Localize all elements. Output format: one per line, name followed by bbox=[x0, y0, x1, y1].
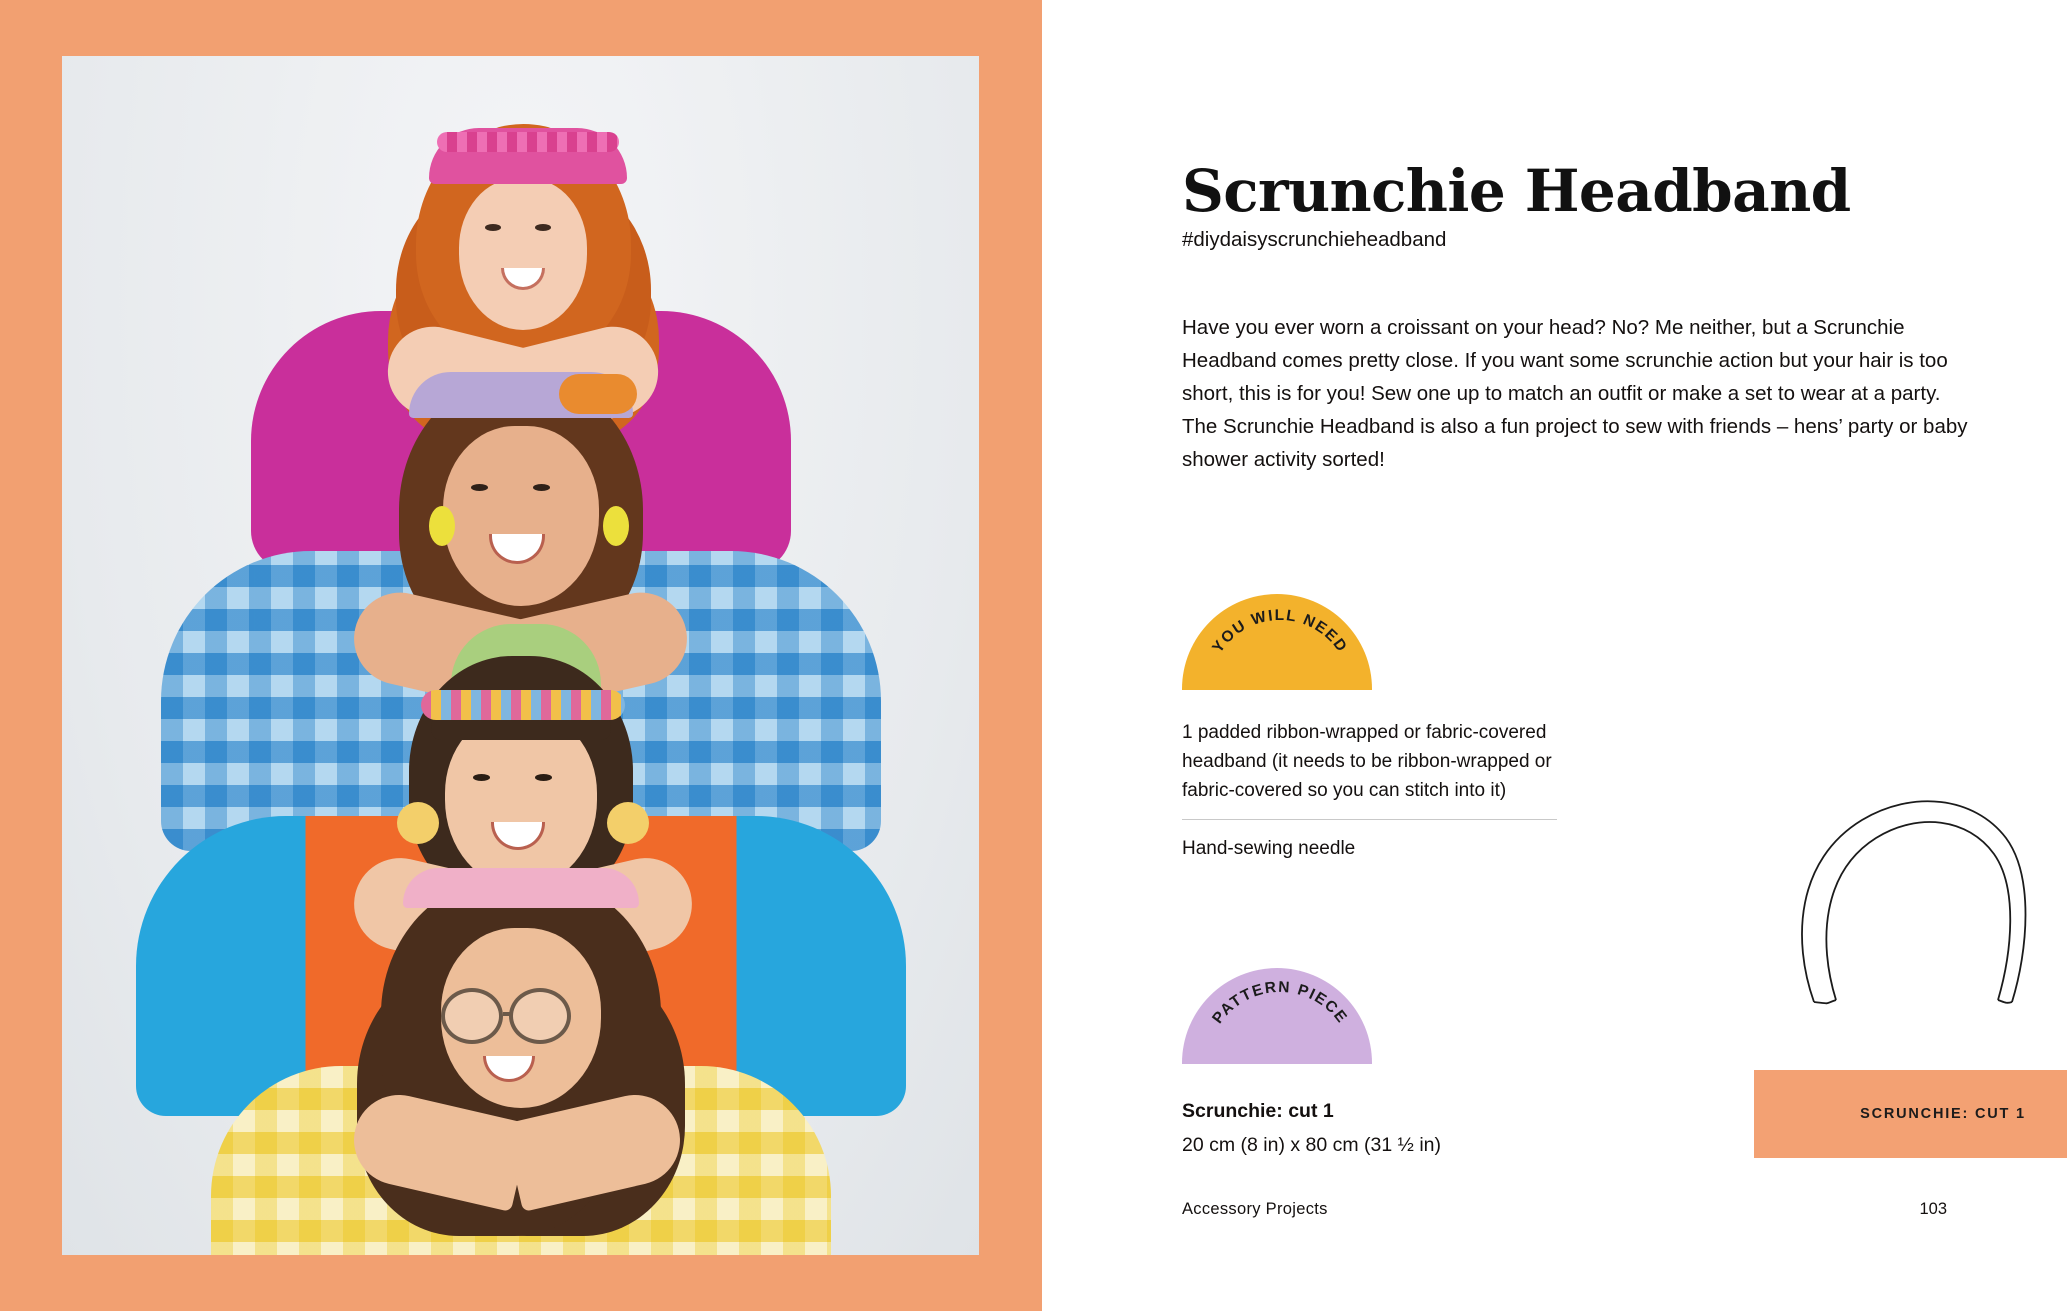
need-divider bbox=[1182, 819, 1557, 820]
photo-person-4 bbox=[111, 856, 931, 1255]
pattern-piece-badge bbox=[1182, 968, 1372, 1064]
project-intro-paragraph: Have you ever worn a croissant on your head? No? Me neither, but a Scrunchie Headband comes pretty close. If you want some scrunchie action but your hair is too short, this is for you! Sew one up to match an outfit or make a set to wear at a party. The Scrunchie Headband is also a fun project to sew with friends – hens’ party or baby shower activity sorted! bbox=[1182, 315, 1968, 471]
pattern-piece-badge-text-arc bbox=[1182, 968, 1372, 1078]
person-1-face bbox=[459, 178, 587, 330]
person-1-eye-right bbox=[535, 224, 551, 231]
you-will-need-badge bbox=[1182, 594, 1372, 690]
footer-section-name: Accessory Projects bbox=[1182, 1200, 1328, 1218]
headband-end-left bbox=[1814, 1000, 1836, 1003]
svg-text:YOU WILL NEED bbox=[1209, 607, 1350, 656]
person-1-scrunchie-headband bbox=[429, 128, 627, 184]
project-hashtag: #diydaisyscrunchieheadband bbox=[1182, 228, 1447, 251]
you-will-need-label: YOU WILL NEED bbox=[1209, 606, 1351, 657]
person-4-glasses-left bbox=[441, 988, 503, 1044]
headband-inner-outline bbox=[1826, 822, 2010, 1000]
person-4-glasses-bridge bbox=[503, 1012, 511, 1016]
person-2-eye-left bbox=[471, 484, 488, 491]
svg-text:PATTERN PIECE bbox=[1209, 979, 1351, 1027]
person-3-flower-right bbox=[607, 802, 649, 844]
person-2-scrunchie-headband bbox=[409, 372, 633, 418]
need-item: 1 padded ribbon-wrapped or fabric-covered headband (it needs to be ribbon-wrapped or fabric-covered so you can stitch into it) bbox=[1182, 722, 1552, 801]
pattern-piece-dimensions: 20 cm (8 in) x 80 cm (31 ½ in) bbox=[1182, 1134, 1442, 1156]
headband-outer-outline bbox=[1802, 801, 2026, 1002]
right-page bbox=[1042, 0, 2067, 1311]
person-3-eye-right bbox=[535, 774, 552, 781]
pattern-piece-title: Scrunchie: cut 1 bbox=[1182, 1100, 1334, 1122]
person-2-face bbox=[443, 426, 599, 606]
person-2-earring-left bbox=[429, 506, 455, 546]
headband-end-right bbox=[1998, 1000, 2012, 1003]
pattern-piece-details bbox=[1182, 1100, 1612, 1157]
project-photo bbox=[62, 56, 979, 1255]
need-item: Hand-sewing needle bbox=[1182, 838, 1356, 859]
person-2-eye-right bbox=[533, 484, 550, 491]
headband-line-art bbox=[1762, 790, 2067, 1020]
person-3-flower-left bbox=[397, 802, 439, 844]
person-3-eye-left bbox=[473, 774, 490, 781]
you-will-need-badge-text-arc bbox=[1182, 594, 1372, 704]
person-4-scrunchie-headband bbox=[403, 868, 639, 908]
page-title: Scrunchie Headband bbox=[1182, 156, 1851, 225]
pattern-piece-label: PATTERN PIECE bbox=[1209, 978, 1351, 1027]
person-4-glasses-right bbox=[509, 988, 571, 1044]
pattern-piece-swatch-label: SCRUNCHIE: CUT 1 bbox=[1860, 1106, 2026, 1122]
person-1-eye-left bbox=[485, 224, 501, 231]
you-will-need-list bbox=[1182, 718, 1557, 877]
pattern-piece-swatch bbox=[1754, 1070, 2067, 1158]
page-number: 103 bbox=[1919, 1200, 1947, 1218]
person-2-earring-right bbox=[603, 506, 629, 546]
photo-backdrop bbox=[62, 56, 979, 1255]
person-3-headband bbox=[421, 690, 625, 720]
